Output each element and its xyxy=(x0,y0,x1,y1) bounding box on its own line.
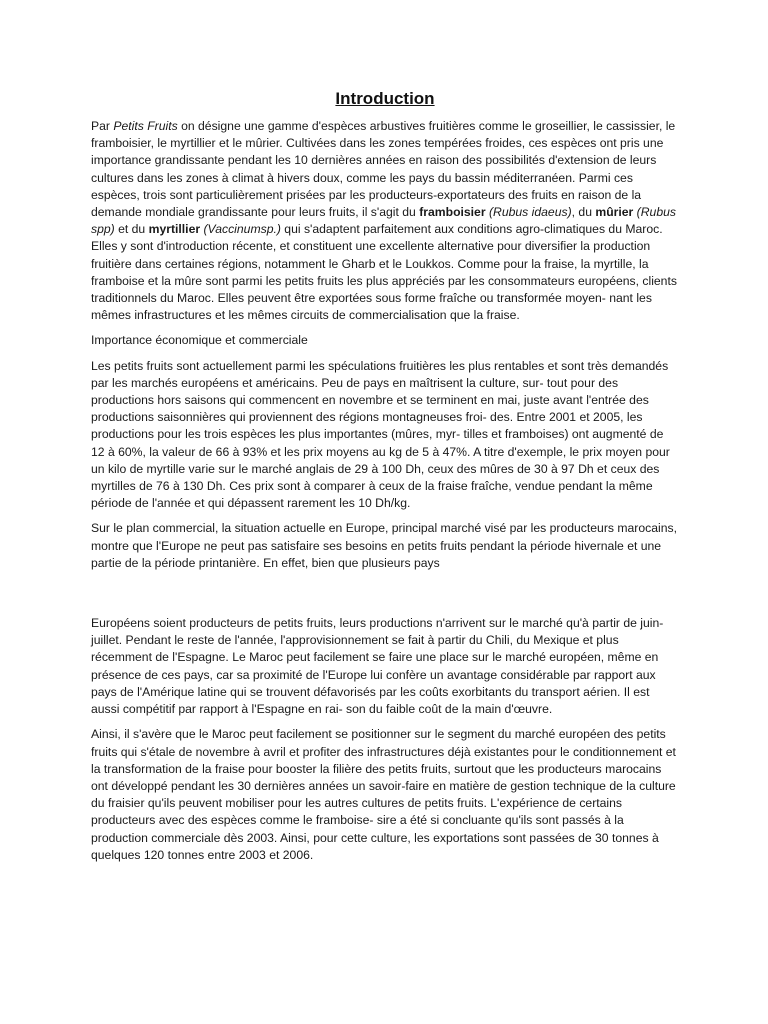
text-run: , du xyxy=(571,205,596,220)
term-framboisier: framboisier xyxy=(419,205,486,220)
text-run: qui s'adaptent parfaitement aux conditions agro-climatiques du Maroc. Elles y sont d'introduction récente, et constituent une excellente alternative pour diversifier la production fruitière dans certaines régions, notamment le Gharb et le Loukkos. Comme pour la fraise, la myrtille, la framboise et la mûre sont parmi les petits fruits les plus appréciés par les consommateurs européens, clients traditionnels du Maroc. Elles peuvent être exportées sous forme fraîche ou transformée moyen- nant les mêmes infrastructures et les mêmes circuits de commercialisation que la fraise. xyxy=(91,222,677,323)
paragraph-economics: Les petits fruits sont actuellement parmi les spéculations fruitières les plus rentables et sont très demandés par les marchés européens et américains. Peu de pays en maîtrisent la culture, sur- tout pour des productions hors saisons qui commencent en novembre et se terminent en mai, juste avant l'entrée des productions saisonnières qui proviennent des régions montagneuses froi- des. Entre 2001 et 2005, les productions pour les trois espèces les plus importantes (mûres, myr- tilles et framboises) ont augmenté de 12 à 60%, la valeur de 66 à 93% et les prix moyens au kg de 5 à 47%. A titre d'exemple, le prix moyen pour un kilo de myrtille varie sur le marché anglais de 29 à 100 Dh, ceux des mûres de 30 à 97 Dh et ceux des myrtilles de 76 à 130 Dh. Ces prix sont à comparer à ceux de la fraise fraîche, vendue pendant la même période de l'année et qui dépassent rarement les 10 Dh/kg. xyxy=(91,358,670,511)
latin-name: (Vaccinumsp.) xyxy=(200,222,281,237)
term-myrtillier: myrtillier xyxy=(148,222,201,237)
text-run: et du xyxy=(114,222,149,237)
paragraph-morocco-position: Ainsi, il s'avère que le Maroc peut facilement se positionner sur le segment du marché européen des petits fruits qui s'étale de novembre à avril et profiter des infrastructures déjà existantes pour le conditionnement et la transformation de la fraise pour booster la filière des petits fruits, surtout que les producteurs marocains ont développé pendant les 30 dernières années un savoir-faire en matière de gestion technique de la culture du fraisier qu'ils peuvent mobiliser pour les autres cultures de petits fruits. L'expérience de certains producteurs avec des espèces comme le framboise- sire a été si concluante qu'ils sont passés à la production commerciale dès 2003. Ainsi, pour cette culture, les exportations sont passées de 30 tonnes à quelques 120 tonnes entre 2003 et 2006. xyxy=(91,727,676,862)
section-subheading: Importance économique et commerciale xyxy=(91,333,308,348)
paragraph-europe: Européens soient producteurs de petits fruits, leurs productions n'arrivent sur le marché qu'à partir de juin-juillet. Pendant le reste de l'année, l'approvisionnement se fait à partir du Chili, du Mexique et plus récemment de l'Espagne. Le Maroc peut facilement se faire une place sur le marché européen, même en présence de ces pays, car sa proximité de l'Europe lui confère un avantage considérable par rapport aux pays de l'Amérique latine qui se trouvent défavorisés par les coûts exorbitants du transport aérien. Il est aussi compétitif par rapport à l'Espagne en rai- son du faible coût de la main d'œuvre. xyxy=(91,616,664,717)
paragraph-intro xyxy=(91,118,679,324)
text-run: on désigne une gamme d'espèces arbustives fruitières comme le groseillier, le cassissier, le framboisier, le myrtillier et le mûrier. Cultivées dans les zones tempérées froides, ces espèces ont pris une importance grandissante pendant les 10 dernières années en raison des possibilités d'extension de leurs cultures dans les zones à climat à hivers doux, comme les pays du bassin méditerranéen. Parmi ces espèces, trois sont particulièrement prisées par les producteurs-exportateurs des fruits en raison de la demande mondiale grandissante pour leurs fruits, il s'agit du xyxy=(91,119,676,220)
document-page xyxy=(91,88,679,872)
text-run: Par xyxy=(91,119,114,133)
page-break-gap xyxy=(91,580,679,615)
paragraph-commercial: Sur le plan commercial, la situation actuelle en Europe, principal marché visé par les producteurs marocains, montre que l'Europe ne peut pas satisfaire ses besoins en petits fruits pendant la période hivernale et une partie de la période printanière. En effet, bien que plusieurs pays xyxy=(91,521,677,570)
latin-name: (Rubus idaeus) xyxy=(485,205,572,220)
term-petits-fruits: Petits Fruits xyxy=(113,119,178,133)
page-title: Introduction xyxy=(335,89,435,108)
term-murier: mûrier xyxy=(595,205,634,220)
latin-name: (Rubus spp) xyxy=(91,205,676,237)
